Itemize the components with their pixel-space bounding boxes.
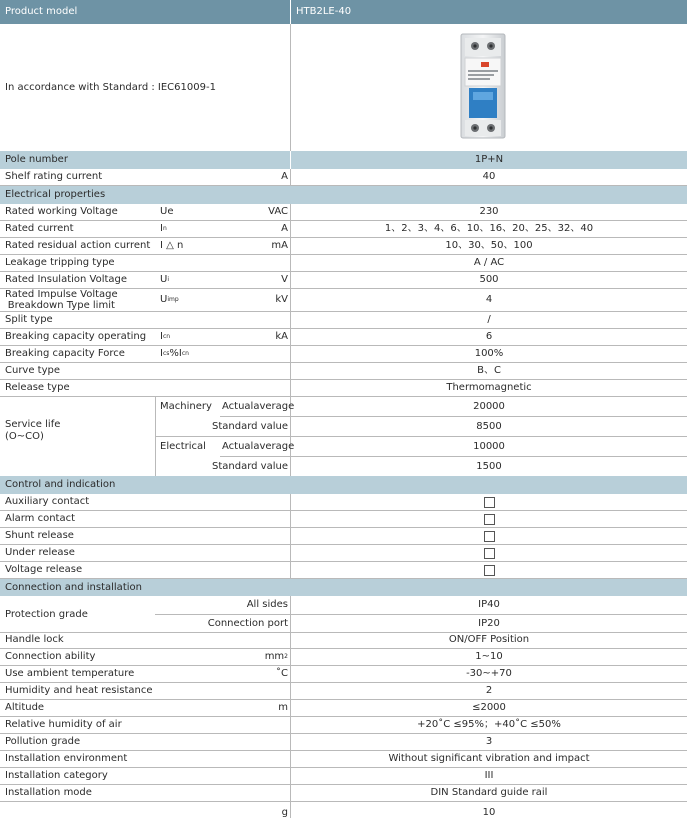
header-model: HTB2LE-40	[296, 6, 352, 17]
checkbox-icon[interactable]	[484, 548, 495, 559]
table-row: Release type Thermomagnetic	[0, 380, 687, 397]
table-row: Curve type B、C	[0, 363, 687, 380]
table-row: Relative humidity of air +20˚C ≤95%；+40˚C ≤50%	[0, 717, 687, 734]
table-row: Leakage tripping type A / AC	[0, 255, 687, 272]
pole-value: 1P+N	[474, 154, 504, 165]
table-row: Alarm contact	[0, 511, 687, 528]
table-row: Under release	[0, 545, 687, 562]
table-row: Rated current I n A 1、2、3、4、6、10、16、20、25、32、40	[0, 221, 687, 238]
section-control: Control and indication	[0, 476, 687, 494]
header-label: Product model	[5, 6, 78, 17]
table-row: Handle lock ON/OFF Position	[0, 632, 687, 649]
table-row: Pollution grade 3	[0, 734, 687, 751]
table-row: Installation environment Without significant vibration and impact	[0, 751, 687, 768]
table-row: Shunt release	[0, 528, 687, 545]
table-row: Rated residual action current I △ n mA 10、30、50、100	[0, 238, 687, 255]
service-life-label: Service life	[5, 419, 61, 430]
table-row: Installation mode DIN Standard guide rail	[0, 785, 687, 802]
checkbox-icon[interactable]	[484, 514, 495, 525]
table-row: Split type /	[0, 312, 687, 329]
shelf-row: Shelf rating current A 40	[0, 169, 687, 186]
pole-row	[0, 151, 687, 169]
table-row: Use ambient temperature ˚C -30~+70	[0, 666, 687, 683]
pole-label: Pole number	[5, 154, 68, 165]
service-life-block: Service life (O~CO) Machinery Actualaverage Standard value Electrical Actualaverage Standard value 20000 8500 10000 1500	[0, 397, 687, 477]
checkbox-icon[interactable]	[484, 497, 495, 508]
product-image	[455, 32, 511, 140]
table-row: Rated Insulation Voltage U i V 500	[0, 272, 687, 289]
table-row: Breaking capacity Force I cs %I cn 100%	[0, 346, 687, 363]
section-connection: Connection and installation	[0, 579, 687, 596]
table-row: Rated working Voltage Ue VAC 230	[0, 204, 687, 221]
standard-row	[0, 24, 687, 152]
table-row: Humidity and heat resistance 2	[0, 683, 687, 700]
checkbox-icon[interactable]	[484, 565, 495, 576]
table-row: Auxiliary contact	[0, 494, 687, 511]
table-row: Installation category III	[0, 768, 687, 785]
checkbox-icon[interactable]	[484, 531, 495, 542]
protection-grade-block: Protection grade All sides Connection port IP40 IP20	[0, 596, 687, 633]
table-row: Rated Impulse Voltage Breakdown Type limit U imp kV 4	[0, 289, 687, 312]
table-row: Altitude m ≤2000	[0, 700, 687, 717]
table-row: Connection ability mm 2 1~10	[0, 649, 687, 666]
table-row: Voltage release	[0, 562, 687, 579]
table-row: Breaking capacity operating I cn kA 6	[0, 329, 687, 346]
table-row-partial: g 10	[0, 802, 687, 818]
header-row	[0, 0, 687, 24]
standard-label: In accordance with Standard : IEC61009-1	[5, 82, 216, 93]
section-electrical: Electrical properties	[0, 186, 687, 204]
